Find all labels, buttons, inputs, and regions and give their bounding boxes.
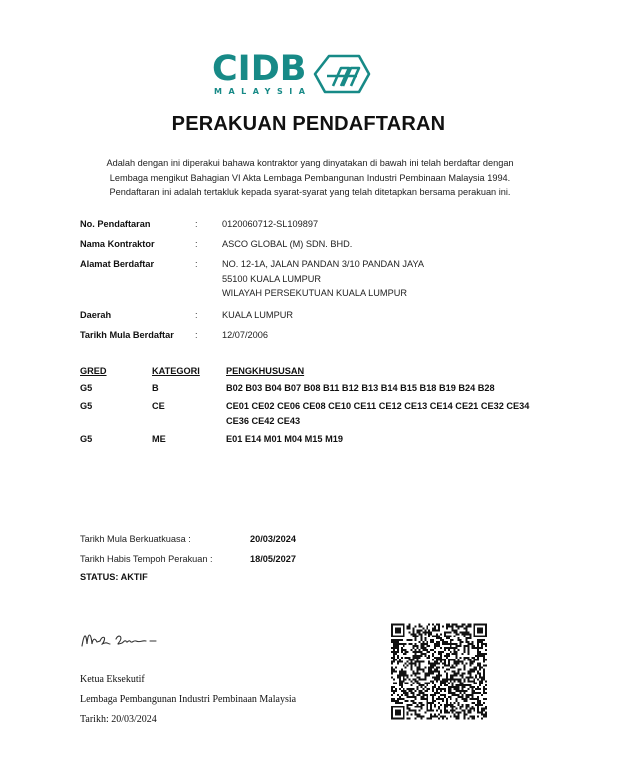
signature-icon: [80, 628, 170, 650]
specialization-cell: B02 B03 B04 B07 B08 B11 B12 B13 B14 B15 B18 B19 B24 B28: [226, 383, 495, 393]
field-colon: :: [195, 330, 198, 340]
field-label: No. Pendaftaran: [80, 219, 151, 229]
field-label: Nama Kontraktor: [80, 239, 155, 249]
field-label: Daerah: [80, 310, 112, 320]
effective-start-value: 20/03/2024: [250, 534, 296, 544]
grade-cell: G5: [80, 434, 93, 444]
specialization-cell: CE01 CE02 CE06 CE08 CE10 CE11 CE12 CE13 CE14 CE21 CE32 CE34 CE36 CE42 CE43: [226, 401, 530, 426]
field-colon: :: [195, 239, 198, 249]
category-cell: B: [152, 383, 159, 393]
signer-organization: Lembaga Pembangunan Industri Pembinaan Malaysia: [80, 694, 297, 705]
intro-paragraph: [80, 156, 540, 200]
logo-brand-text: CIDB: [212, 49, 307, 89]
effective-start-label: Tarikh Mula Berkuatkuasa :: [80, 534, 191, 544]
expiry-value: 18/05/2027: [250, 554, 296, 564]
qr-code-icon: [391, 623, 487, 720]
field-colon: :: [195, 310, 198, 320]
address-line: 55100 KUALA LUMPUR: [222, 273, 322, 284]
registration-start-value: 12/07/2006: [222, 330, 268, 340]
field-label: Tarikh Mula Berdaftar: [80, 330, 174, 340]
specialization-cell: E01 E14 M01 M04 M15 M19: [226, 434, 343, 444]
field-label: Alamat Berdaftar: [80, 259, 155, 269]
header-specialization: PENGKHUSUSAN: [226, 366, 305, 376]
expiry-label: Tarikh Habis Tempoh Perakuan :: [80, 554, 213, 564]
grade-cell: G5: [80, 401, 93, 411]
field-colon: :: [195, 219, 198, 229]
document-title: PERAKUAN PENDAFTARAN: [171, 113, 446, 135]
cidb-logo-icon: [313, 54, 371, 94]
logo-country-text: MALAYSIA: [214, 87, 312, 96]
category-cell: CE: [152, 401, 165, 411]
signer-position: Ketua Eksekutif: [80, 674, 145, 685]
intro-line: Adalah dengan ini diperakui bahawa kontraktor yang dinyatakan di bawah ini telah berdaftar dengan: [106, 158, 514, 168]
intro-line: Lembaga mengikut Bahagian VI Akta Lembaga Pembangunan Industri Pembinaan Malaysia 1994.: [109, 172, 511, 183]
category-cell: ME: [152, 434, 166, 444]
header-grade: GRED: [80, 366, 107, 376]
address-line: NO. 12-1A, JALAN PANDAN 3/10 PANDAN JAYA: [222, 259, 425, 269]
registration-no-value: 0120060712-SL109897: [222, 219, 319, 229]
address-value: [222, 257, 542, 301]
grade-cell: G5: [80, 383, 93, 393]
header-category: KATEGORI: [152, 366, 200, 376]
status-badge: STATUS: AKTIF: [80, 572, 148, 582]
contractor-name-value: ASCO GLOBAL (M) SDN. BHD.: [222, 239, 353, 249]
district-value: KUALA LUMPUR: [222, 310, 293, 320]
address-line: WILAYAH PERSEKUTUAN KUALA LUMPUR: [222, 288, 407, 298]
intro-line: Pendaftaran ini adalah tertakluk kepada syarat-syarat yang telah ditetapkan bersama perakuan ini.: [109, 187, 511, 197]
signer-date: Tarikh: 20/03/2024: [80, 714, 157, 725]
field-colon: :: [195, 259, 198, 269]
cidb-logo: [212, 50, 372, 102]
